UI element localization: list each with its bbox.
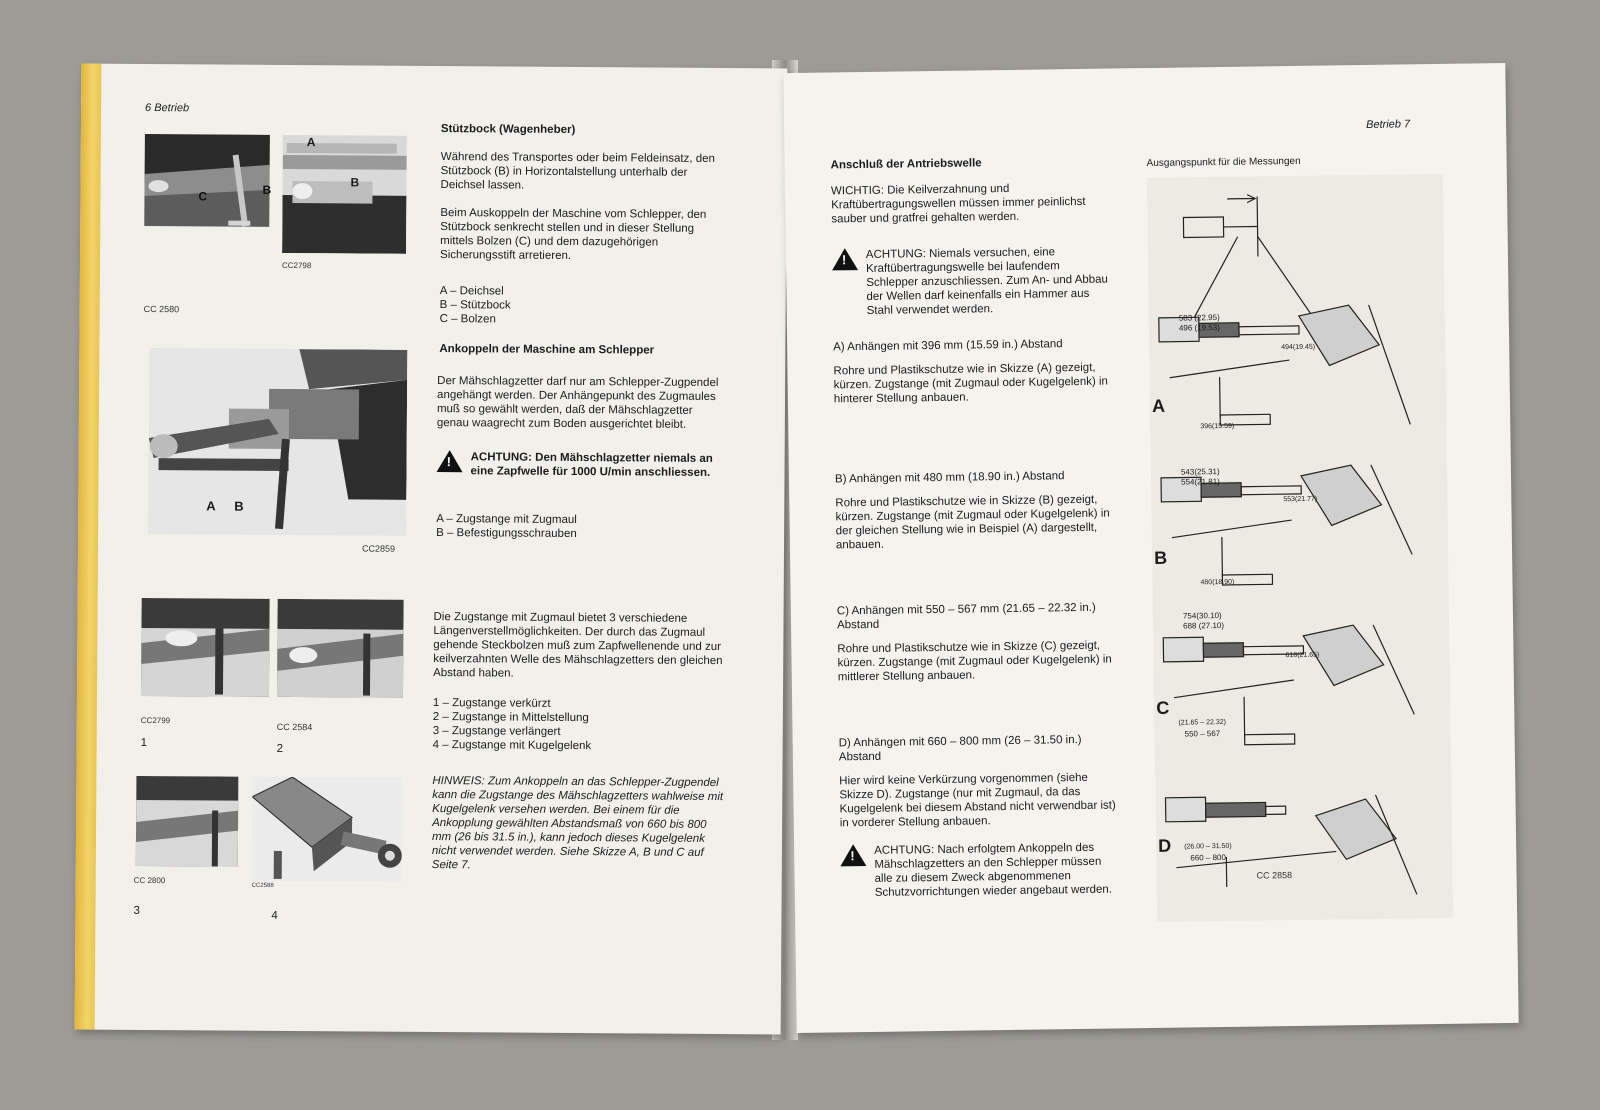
dim-label: 494(19.45): [1281, 343, 1316, 352]
case-text: Rohre und Plastikschutze wie in Skizze (A) gezeigt, kürzen. Zugstange (mit Zugmaul oder Kugelgelenk) in hinterer Stellung anbauen.: [833, 361, 1108, 406]
photo-hitch-assembly: [148, 348, 407, 536]
dim-label: 660 – 800: [1190, 852, 1226, 863]
dim-label: 554(21.81): [1181, 477, 1220, 487]
sketch-label-a: A: [1151, 395, 1166, 416]
diagram-code: CC 2858: [1256, 870, 1293, 881]
sketch-label-d: D: [1158, 835, 1172, 856]
case-title: A) Anhängen mit 396 mm (15.59 in.) Abstand: [833, 338, 1063, 354]
sketch-label-b: B: [1153, 547, 1168, 568]
photo-code: CC2799: [140, 715, 171, 726]
photo-number: 2: [276, 742, 284, 755]
case-text: Hier wird keine Verkürzung vorgenommen (siehe Skizze D). Zugstange (nur mit Zugmaul, da das Kugelgelenk bei diesem Abstand nicht verwendbar ist) in vorderer Stellung anbauen.: [839, 771, 1116, 830]
left-page: [75, 64, 788, 1035]
section-title: Ankoppeln der Maschine am Schlepper: [439, 343, 655, 357]
legend-list: [436, 512, 726, 542]
pto-shaft-diagrams: [1147, 174, 1453, 922]
list-item: 3 – Zugstange verlängert: [432, 725, 561, 738]
photo-code: CC 2800: [133, 875, 166, 886]
photo-drawbar-middle: [277, 599, 404, 698]
warning-text: ACHTUNG: Niemals versuchen, eine Kraftübertragungswelle bei laufendem Schlepper anzuschliessen. Zum An- und Abbau der Wellen darf keinenfalls ein Hammer aus Stahl verwendet werden.: [865, 246, 1108, 317]
dim-label: 618(21.65): [1285, 651, 1320, 660]
photo-label-b-top: B: [262, 182, 272, 197]
dim-label: 553(21.77): [1283, 495, 1318, 504]
warning-block: [832, 244, 1115, 318]
important-text: WICHTIG: Die Keilverzahnung und Kraftübertragungswellen müssen immer peinlichst sauber und gratfrei gehalten werden.: [830, 182, 1086, 226]
sketch-label-c: C: [1156, 697, 1170, 718]
drawbar-list: [433, 696, 725, 754]
photo-support-jack: [144, 134, 270, 227]
list-item: 1 – Zugstange verkürzt: [432, 697, 551, 710]
legend-item: B – Stützbock: [439, 299, 511, 312]
warning-block: [436, 450, 726, 480]
dim-label: (21.65 – 22.32): [1178, 718, 1226, 727]
photo-number: 1: [140, 736, 148, 750]
dim-label: 543(25.31): [1180, 467, 1220, 477]
section-support-jack: [439, 122, 731, 358]
yellow-spine: [75, 64, 102, 1030]
photo-ball-joint: [252, 777, 403, 882]
legend-list: [440, 284, 730, 328]
section-title: Anschluß der Antriebswelle: [830, 157, 982, 172]
list-item: 4 – Zugstange mit Kugelgelenk: [432, 739, 592, 753]
legend-item: A – Zugstange mit Zugmaul: [436, 513, 577, 527]
photo-drawbar-extended: [136, 776, 239, 867]
dim-label: 396(15.59): [1200, 422, 1235, 431]
dim-label: (26.00 – 31.50): [1184, 842, 1232, 851]
list-item: 2 – Zugstange in Mittelstellung: [432, 711, 589, 725]
photo-label-c: C: [198, 189, 208, 204]
legend-item: A – Deichsel: [439, 285, 504, 298]
case-title: D) Anhängen mit 660 – 800 mm (26 – 31.50 in.) Abstand: [838, 733, 1082, 764]
dim-label: 583 (22.95): [1178, 313, 1220, 323]
photo-label-a: A: [206, 498, 216, 514]
photo-number: 3: [133, 904, 140, 917]
case-title: C) Anhängen mit 550 – 567 mm (21.65 – 22.32 in.) Abstand: [836, 601, 1096, 632]
dim-label: 496 (19.53): [1178, 323, 1220, 333]
dim-label: 550 – 567: [1184, 729, 1221, 739]
legend-item: B – Befestigungsschrauben: [436, 527, 577, 541]
photo-code: CC 2580: [143, 303, 180, 315]
section-drawbar: [432, 610, 726, 874]
photo-code: CC2588: [251, 882, 274, 889]
dim-label: 754(30.10): [1182, 611, 1222, 621]
photo-label-a-top: A: [306, 135, 316, 150]
section-coupling: [436, 374, 727, 542]
section-title: Stützbock (Wagenheber): [440, 123, 576, 136]
dim-label: 688 (27.10): [1183, 620, 1225, 631]
photo-drawbar-shortened: [141, 598, 270, 697]
case-title: B) Anhängen mit 480 mm (18.90 in.) Abstand: [834, 470, 1065, 486]
warning-text: ACHTUNG: Nach erfolgtem Ankoppeln des Mähschlagzetters an den Schlepper müssen alle zu diesem Zweck abgenommenen Schutzvorrichtungen wieder angebaut werden.: [874, 841, 1113, 899]
warning-icon: [437, 450, 463, 472]
left-page-header: 6 Betrieb: [145, 101, 190, 115]
photo-label-b: B: [234, 498, 244, 514]
case-text: Rohre und Plastikschutze wie in Skizze (C) gezeigt, kürzen. Zugstange (mit Zugmaul oder Kugelgelenk) in mittlerer Stellung anbauen.: [837, 639, 1112, 684]
photo-number: 4: [271, 909, 278, 922]
warning-block: [840, 840, 1123, 900]
paragraph: Während des Transportes oder beim Feldeinsatz, den Stützbock (B) in Horizontalstellung unterhalb der Deichsel lassen.: [440, 151, 716, 192]
photo-label-b-top2: B: [350, 175, 360, 190]
warning-icon: [832, 248, 858, 270]
warning-text: ACHTUNG: Den Mähschlagzetter niemals an eine Zapfwelle für 1000 U/min anschliessen.: [470, 451, 713, 479]
note-text: HINWEIS: Zum Ankoppeln an das Schlepper-Zugpendel kann die Zugstange des Mähschlagzetters wahlweise mit Kugelgelenk versehen werden. Bei einem für die Ankopplung gewählten Abstandsmaß von 660 bis 800 mm (26 bis 31.5 in.), kann jedoch dieses Kugelgelenk nicht verwendet werden. Siehe Skizze A, B und C auf Seite 7.: [431, 775, 724, 872]
legend-item: C – Bolzen: [439, 313, 496, 326]
photo-code: CC 2584: [276, 721, 313, 733]
photo-code: CC2859: [361, 543, 396, 554]
paragraph: Die Zugstange mit Zugmaul bietet 3 verschiedene Längenverstellmöglichkeiten. Der durch das Zugmaul gehende Steckbolzen muß zum Zapfwellenende und zur keilverzahnten Welle des Mähschlagzetters den gleichen Abstand haben.: [433, 611, 723, 680]
diagram-svg: [1147, 174, 1453, 922]
paragraph: Der Mähschlagzetter darf nur am Schlepper-Zugpendel angehängt werden. Der Anhängepunkt des Zugmaules muß so gewählt werden, daß der Mähschlagzetter genau waagrecht zum Boden ausgerichtet bleibt.: [436, 375, 719, 431]
diagram-caption: Ausgangspunkt für die Messungen: [1146, 155, 1301, 170]
right-page: [783, 63, 1518, 1033]
photo-code: CC2798: [281, 260, 312, 271]
dim-label: 480(18.90): [1200, 578, 1235, 587]
right-page-header: Betrieb 7: [1366, 118, 1411, 131]
photo-drawbar-detail: [282, 135, 407, 254]
sketch-c: [1163, 624, 1415, 745]
paragraph: Beim Auskoppeln der Maschine vom Schlepper, den Stützbock senkrecht stellen und in dieser Stellung mittels Bolzen (C) und dem dazugehörigen Sicherungsstift arretieren.: [440, 207, 707, 262]
right-text-column: [831, 154, 1123, 900]
case-text: Rohre und Plastikschutze wie in Skizze (B) gezeigt, kürzen. Zugstange (mit Zugmaul oder Kugelgelenk) in der gleichen Stellung wie in Beispiel (A) dargestellt, anbauen.: [835, 493, 1110, 552]
warning-icon: [840, 844, 866, 866]
